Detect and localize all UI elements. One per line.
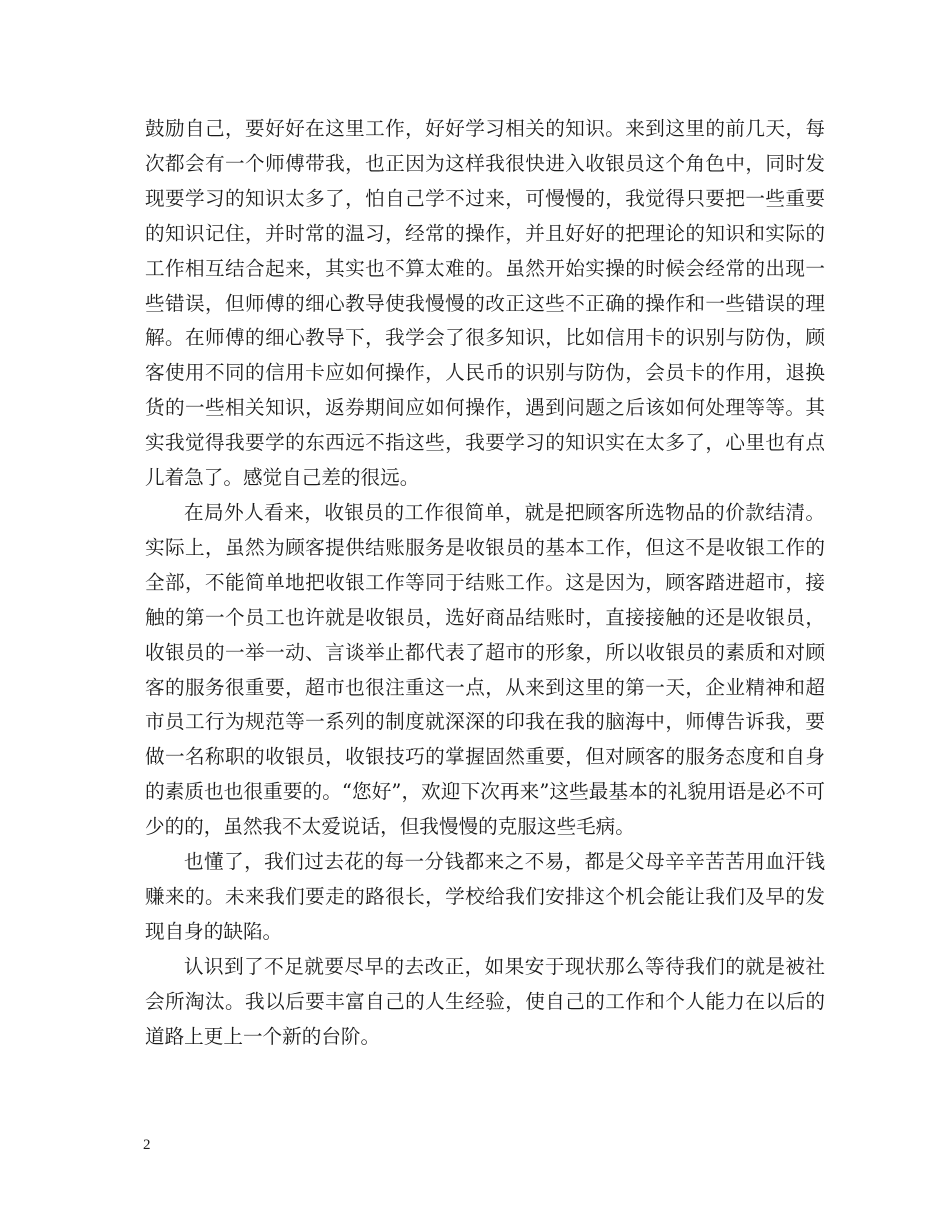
paragraph-4: 认识到了不足就要尽早的去改正，如果安于现状那么等待我们的就是被社会所淘汰。我以后要丰富自己的人生经验，使自己的工作和个人能力在以后的道路上更上一个新的台阶。 (145, 954, 825, 1048)
paragraph-3: 也懂了，我们过去花的每一分钱都来之不易，都是父母辛辛苦苦用血汗钱赚来的。未来我们要走的路很长，学校给我们安排这个机会能让我们及早的发现自身的缺陷。 (145, 850, 825, 943)
paragraph-2: 在局外人看来，收银员的工作很简单，就是把顾客所选物品的价款结清。实际上，虽然为顾客提供结账服务是收银员的基本工作，但这不是收银工作的全部，不能简单地把收银工作等同于结账工作。这是因为，顾客踏进超市，接触的第一个员工也许就是收银员，选好商品结账时，直接接触的还是收银员，收银员的一举一动、言谈举止都代表了超市的形象，所以收银员的素质和对顾客的服务很重要，超市也很注重这一点，从来到这里的第一天，企业精神和超市员工行为规范等一系列的制度就深深的印我在我的脑海中，师傅告诉我，要做一名称职的收银员，收银技巧的掌握固然重要，但对顾客的服务态度和自身的素质也也很重要的。“您好”，欢迎下次再来”这些最基本的礼貌用语是必不可少的的，虽然我不太爱说话，但我慢慢的克服这些毛病。 (145, 500, 825, 839)
body-text (145, 112, 825, 1054)
paragraph-1: 鼓励自己，要好好在这里工作，好好学习相关的知识。来到这里的前几天，每次都会有一个师傅带我，也正因为这样我很快进入收银员这个角色中，同时发现要学习的知识太多了，怕自己学不过来，可慢慢的，我觉得只要把一些重要的知识记住，并时常的温习，经常的操作，并且好好的把理论的知识和实际的工作相互结合起来，其实也不算太难的。虽然开始实操的时候会经常的出现一些错误，但师傅的细心教导使我慢慢的改正这些不正确的操作和一些错误的理解。在师傅的细心教导下，我学会了很多知识，比如信用卡的识别与防伪，顾客使用不同的信用卡应如何操作，人民币的识别与防伪，会员卡的作用，退换货的一些相关知识，返券期间应如何操作，遇到问题之后该如何处理等等。其实我觉得我要学的东西远不指这些，我要学习的知识实在太多了，心里也有点儿着急了。感觉自己差的很远。 (145, 117, 825, 490)
page-number: 2 (143, 1137, 151, 1153)
